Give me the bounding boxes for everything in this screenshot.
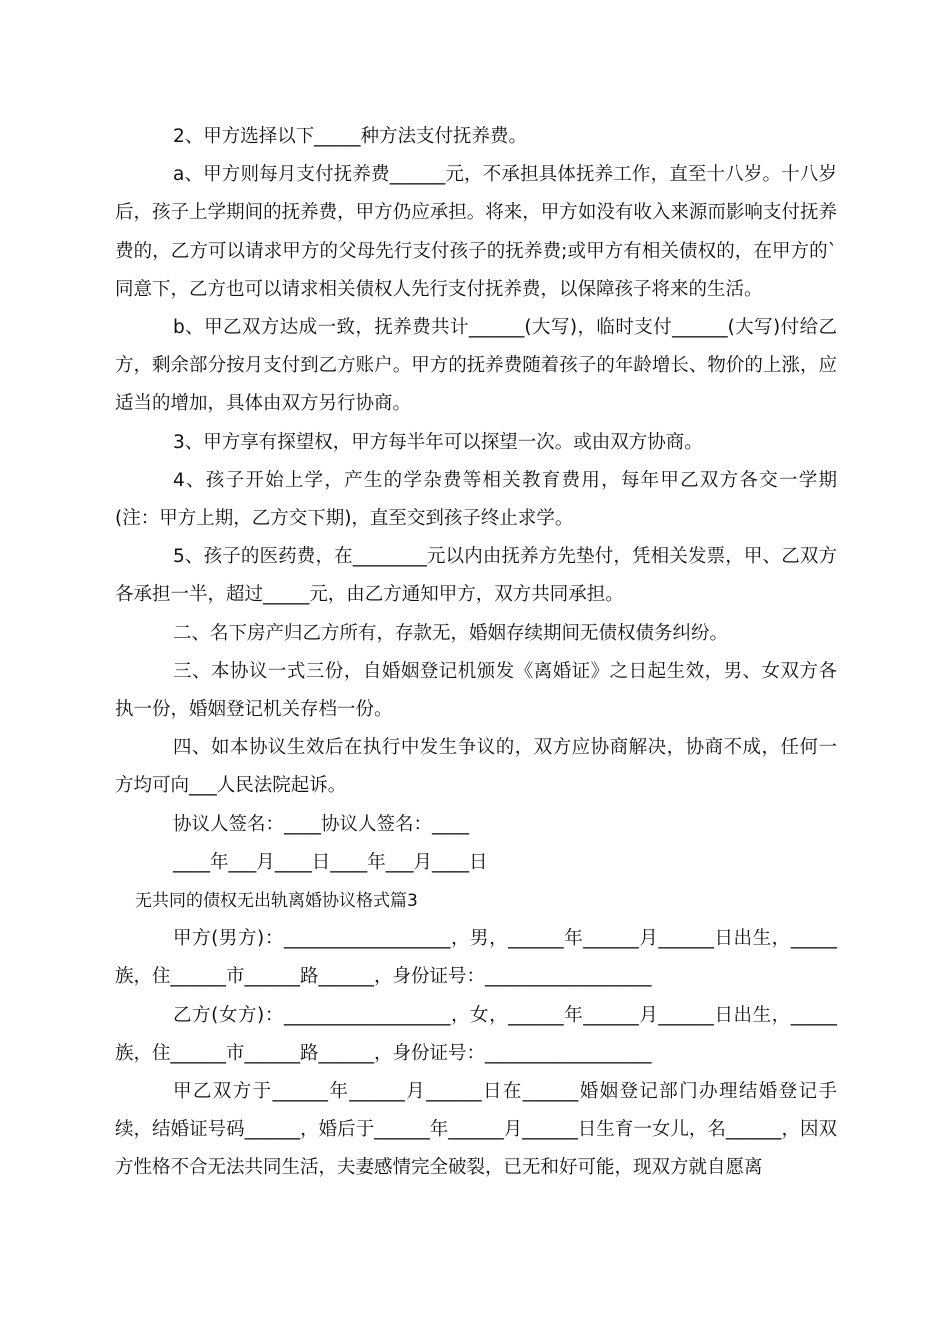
paragraph-dispute: 四、如本协议生效后在执行中发生争议的，双方应协商解决，协商不成，任何一方均可向___人民法院起诉。 (115, 737, 837, 797)
party-b-info: 乙方(女方)：__________________，女，______年______月______日出生，_____族，住______市______路______，身份证号：__________________ (115, 1004, 837, 1064)
paragraph-property: 二、名下房产归乙方所有，存款无，婚姻存续期间无债权债务纠纷。 (173, 622, 729, 644)
paragraph-medical-fees: 5、孩子的医药费，在________元以内由抚养方先垫付，凭相关发票，甲、乙双方各承担一半，超过_____元，由乙方通知甲方，双方共同承担。 (115, 546, 837, 606)
party-a-info: 甲方(男方)：__________________，男，______年______月______日出生，_____族，住______市______路______，身份证号：__________________ (115, 928, 837, 988)
paragraph-copies: 三、本协议一式三份，自婚姻登记机颁发《离婚证》之日起生效，男、女双方各执一份，婚姻登记机关存档一份。 (115, 660, 837, 721)
section-title: 无共同的债权无出轨离婚协议格式篇3 (135, 891, 418, 912)
paragraph-visitation: 3、甲方享有探望权，甲方每半年可以探望一次。或由双方协商。 (173, 431, 703, 453)
paragraph-option-b: b、甲乙双方达成一致，抚养费共计______(大写)，临时支付______(大写)付给乙方，剩余部分按月支付到乙方账户。甲方的抚养费随着孩子的年龄增长、物价的上涨，应适当的增加，具体由双方另行协商。 (115, 317, 837, 415)
date-line: ____年___月____日____年___月____日 (173, 851, 488, 873)
document-body (115, 118, 837, 1188)
paragraph-education-fees: 4、孩子开始上学，产生的学杂费等相关教育费用，每年甲乙双方各交一学期(注：甲方上期，乙方交下期)，直至交到孩子终止求学。 (115, 469, 837, 530)
marriage-info: 甲乙双方于______年______月______日在______婚姻登记部门办理结婚登记手续，结婚证号码______，婚后于______年______月______日生育一女儿，名______，因双方性格不合无法共同生活，夫妻感情完全破裂，已无和好可能，现双方就自愿离 (115, 1081, 837, 1179)
paragraph-option-a: a、甲方则每月支付抚养费______元，不承担具体抚养工作，直至十八岁。十八岁后，孩子上学期间的抚养费，甲方仍应承担。将来，甲方如没有收入来源而影响支付抚养费的，乙方可以请求甲方的父母先行支付孩子的抚养费;或甲方有相关债权的，在甲方的`同意下，乙方也可以请求相关债权人先行支付抚养费，以保障孩子将来的生活。 (115, 164, 837, 300)
paragraph-payment-method: 2、甲方选择以下_____种方法支付抚养费。 (173, 126, 528, 147)
signature-line: 协议人签名：____协议人签名：____ (173, 813, 470, 835)
